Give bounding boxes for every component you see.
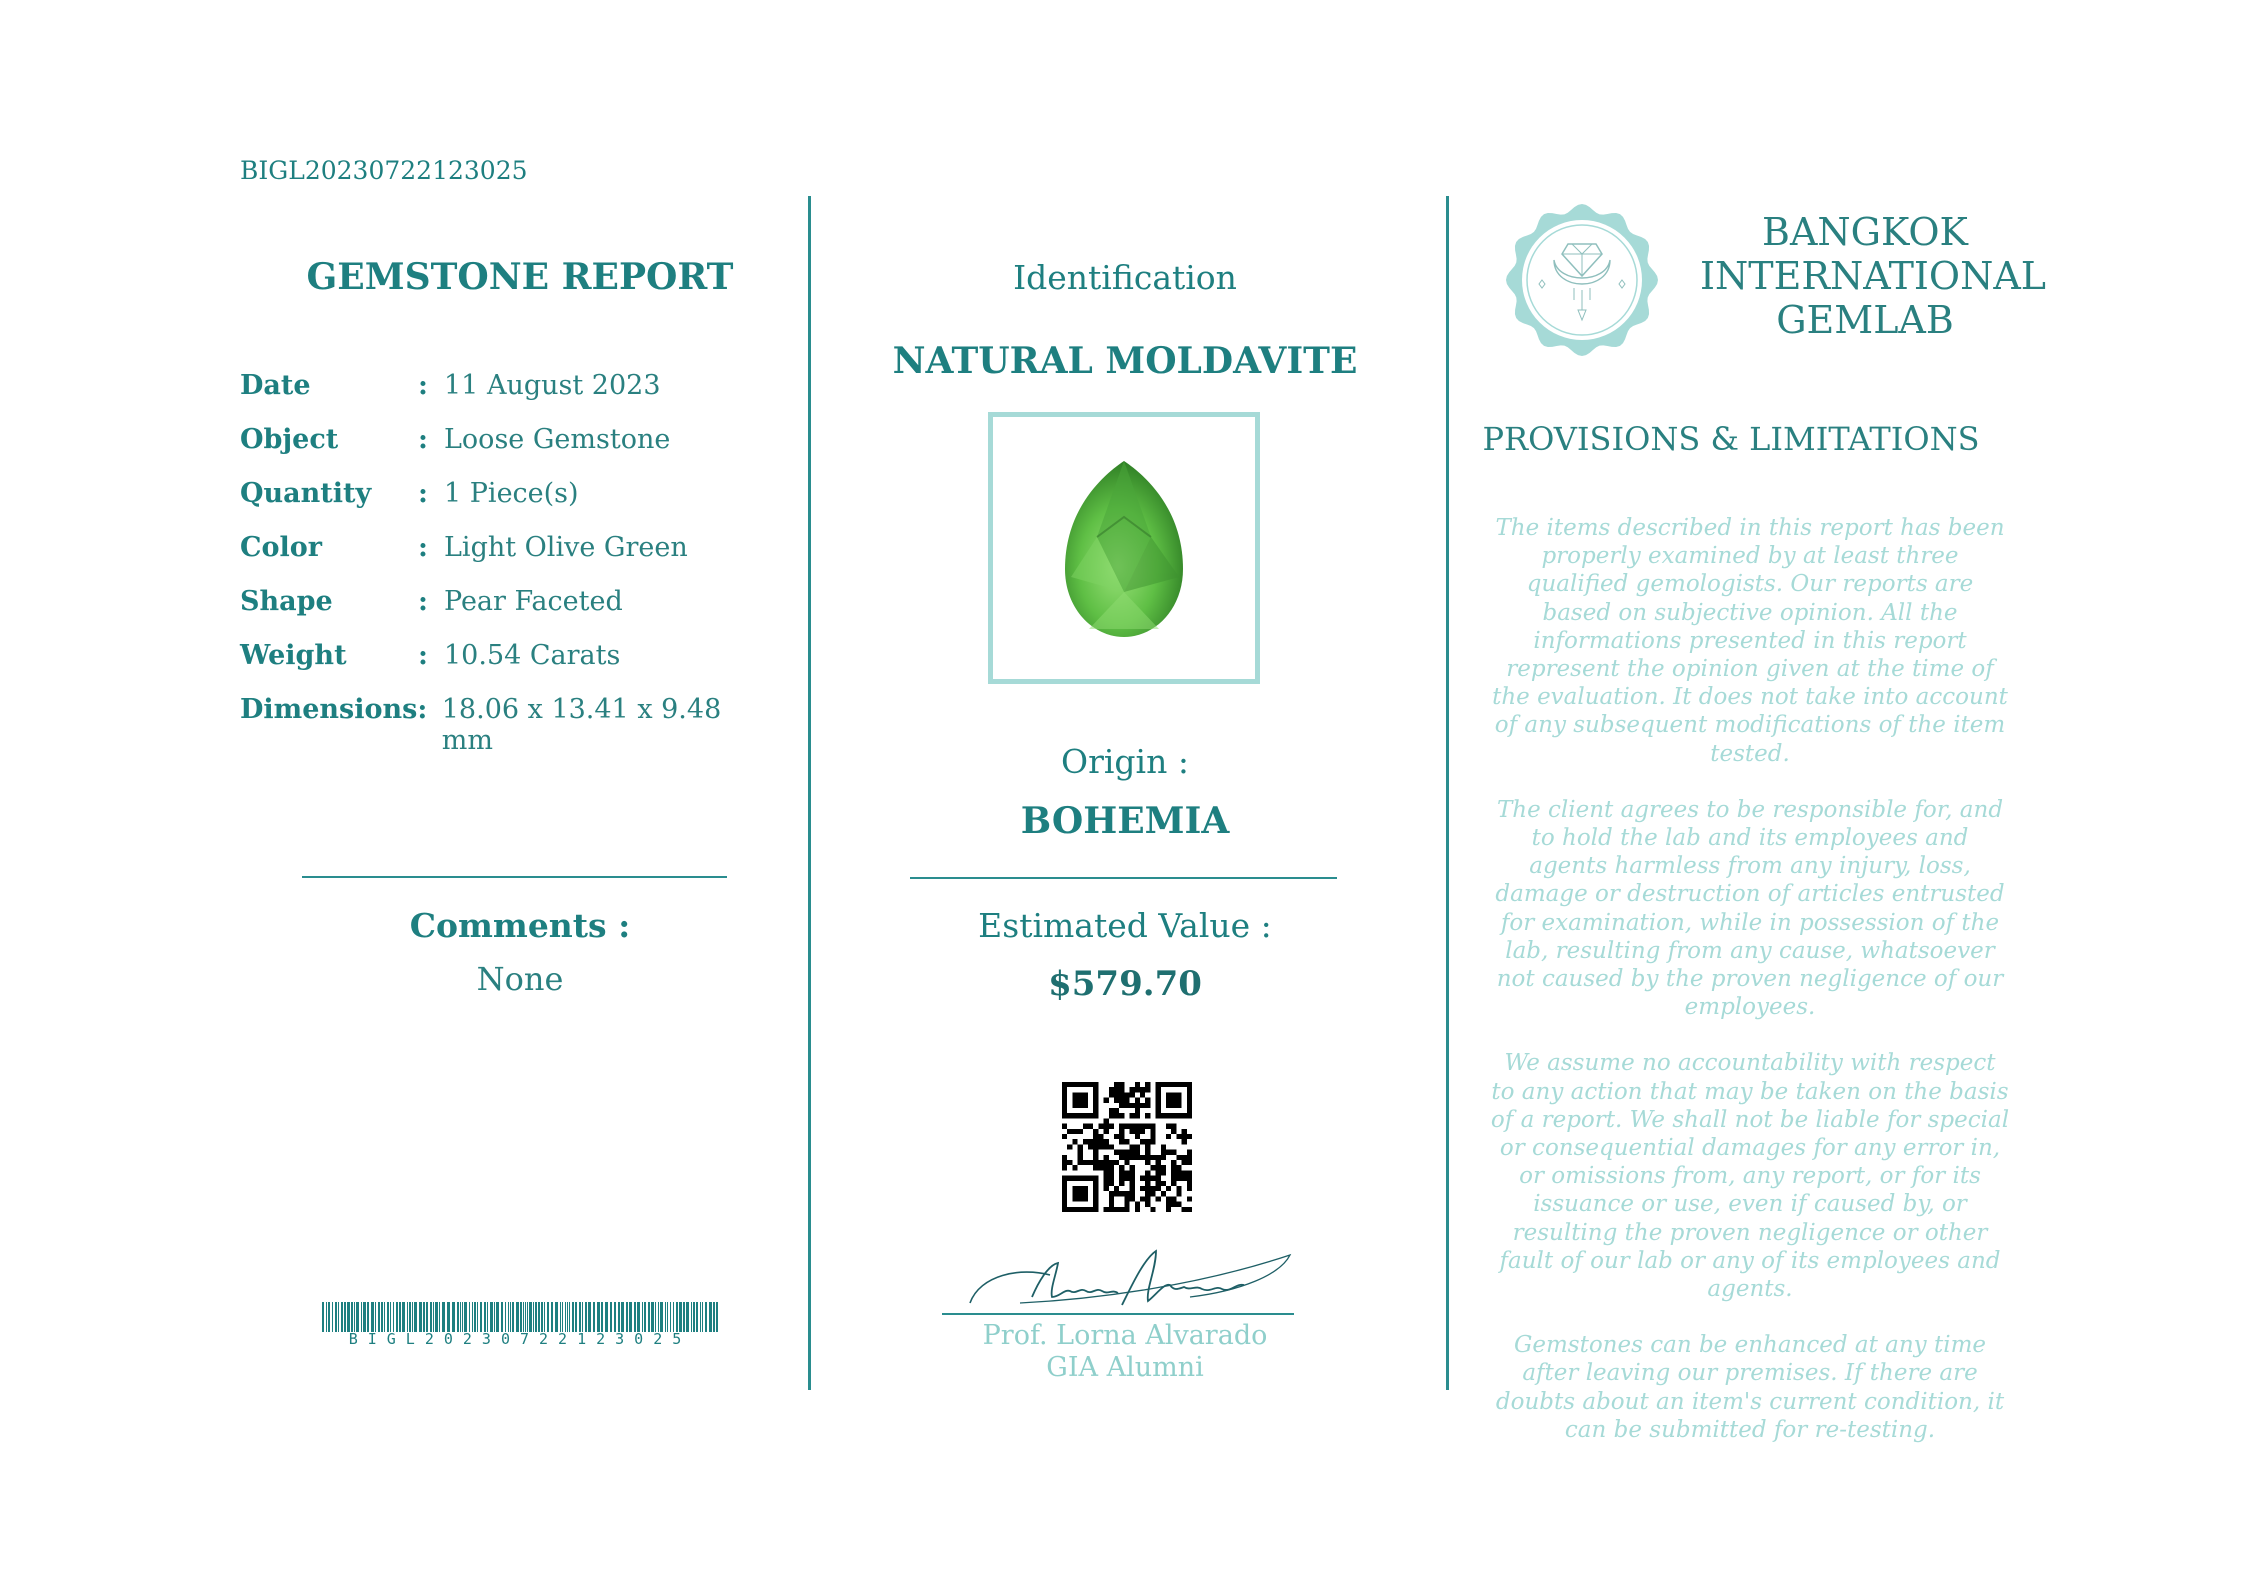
property-colon: : <box>418 640 428 671</box>
property-value: Light Olive Green <box>444 532 688 563</box>
property-colon: : <box>418 424 428 455</box>
provisions-paragraph: The items described in this report has been properly examined by at least three qualified gemologists. Our reports are based on subjective opinion. All the informations presented in this report represent the opinion given at the time of the evaluation. It does not take into account of any subsequent modifications of the item tested. <box>1492 515 2008 767</box>
property-label: Color <box>240 532 322 563</box>
property-value: Pear Faceted <box>444 586 623 617</box>
property-label: Object <box>240 424 339 455</box>
property-colon: : <box>417 694 428 725</box>
property-value: 1 Piece(s) <box>444 478 579 509</box>
property-label: Dimensions <box>240 694 418 725</box>
lab-name-line-2: INTERNATIONAL <box>1700 254 2047 298</box>
property-row <box>240 370 760 424</box>
lab-seal-logo <box>1502 200 1662 360</box>
comments-label: Comments : <box>409 906 631 945</box>
property-row <box>240 640 760 694</box>
barcode-text: BIGL20230722123025 <box>348 1330 692 1348</box>
provisions-paragraph: The client agrees to be responsible for, and to hold the lab and its employees and agents harmless from any injury, loss, damage or destruction of articles entrusted for examination, while in possession of the lab, resulting from any cause, whatsoever not caused by the proven negligence of our employees. <box>1495 796 2005 1021</box>
property-value: Loose Gemstone <box>444 424 671 455</box>
property-label: Weight <box>240 640 347 671</box>
barcode <box>322 1302 718 1332</box>
property-row <box>240 424 760 478</box>
provisions-paragraph: Gemstones can be enhanced at any time after leaving our premises. If there are doubts about an item's current condition, it can be submitted for re-testing. <box>1495 1332 2005 1443</box>
property-row <box>240 694 760 756</box>
property-list <box>240 370 760 756</box>
qr-code <box>1062 1082 1192 1212</box>
column-divider-right <box>1446 196 1449 1390</box>
estimated-value-label: Estimated Value : <box>978 906 1272 945</box>
signer-name: Prof. Lorna Alvarado <box>982 1320 1268 1351</box>
property-label: Shape <box>240 586 333 617</box>
property-colon: : <box>418 370 428 401</box>
gem-image <box>993 417 1255 679</box>
provisions-paragraph: We assume no accountability with respect to any action that may be taken on the basis of a report. We shall not be liable for special or consequential damages for any error in, or omissions from, any report, or for its issuance or use, even if caused by, or resulting the proven negligence or other fault of our lab or any of its employees and agents. <box>1490 1050 2010 1303</box>
property-value: 10.54 Carats <box>444 640 621 671</box>
stone-name: NATURAL MOLDAVITE <box>892 340 1358 382</box>
identification-label: Identification <box>1013 258 1237 297</box>
signer-role: GIA Alumni <box>1046 1352 1204 1383</box>
property-label: Date <box>240 370 311 401</box>
lab-name-line-3: GEMLAB <box>1776 298 1954 342</box>
property-colon: : <box>418 532 428 563</box>
comments-value: None <box>476 960 564 998</box>
property-colon: : <box>418 478 428 509</box>
signature-image <box>960 1245 1296 1317</box>
origin-label: Origin : <box>1061 742 1189 781</box>
property-row <box>240 532 760 586</box>
origin-value: BOHEMIA <box>1020 800 1230 842</box>
middle-divider <box>910 877 1337 879</box>
provisions-title: PROVISIONS & LIMITATIONS <box>1482 420 1980 458</box>
property-value: 18.06 x 13.41 x 9.48 mm <box>441 694 722 756</box>
property-row <box>240 586 760 640</box>
estimated-value: $579.70 <box>1048 964 1202 1004</box>
provisions-text <box>1490 514 2010 1472</box>
signature-line <box>942 1313 1294 1315</box>
property-colon: : <box>418 586 428 617</box>
property-value: 11 August 2023 <box>444 370 661 401</box>
property-row <box>240 478 760 532</box>
gem-image-frame <box>988 412 1260 684</box>
lab-name-line-1: BANGKOK <box>1762 210 1968 254</box>
lab-name <box>1700 210 2047 342</box>
report-title: GEMSTONE REPORT <box>306 256 734 298</box>
report-id: BIGL20230722123025 <box>240 156 528 185</box>
property-label: Quantity <box>240 478 372 509</box>
left-divider <box>302 876 727 878</box>
